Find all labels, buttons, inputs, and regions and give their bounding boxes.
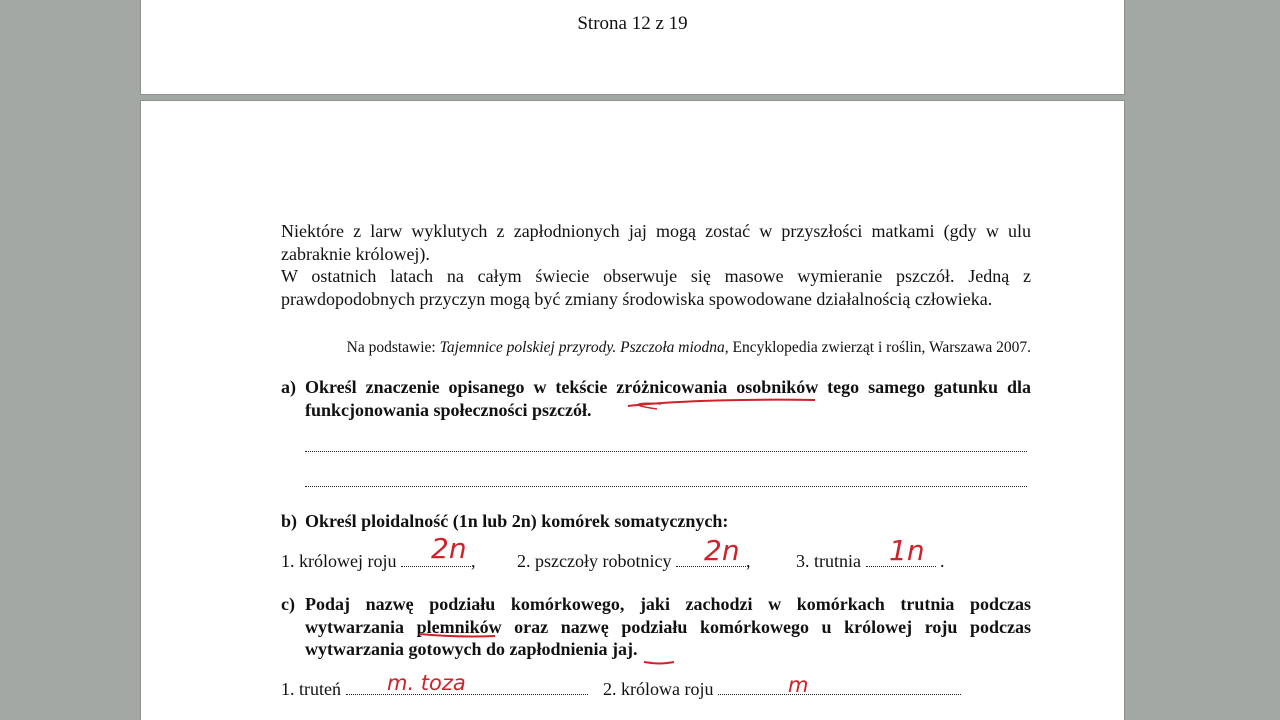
answer-queen[interactable]: 1. królowej roju , xyxy=(281,551,476,571)
handwritten-answer-drone-division: m. toza xyxy=(387,671,466,695)
handwritten-answer-queen: 2n xyxy=(431,532,467,565)
previous-page xyxy=(141,0,1124,94)
answer-line-2[interactable] xyxy=(305,486,1027,487)
answer-queen-division[interactable]: 2. królowa roju xyxy=(603,679,961,700)
answer-worker[interactable]: 2. pszczoły robotnicy , xyxy=(517,551,751,571)
task-b-text: Określ ploidalność (1n lub 2n) komórek somatycznych: xyxy=(305,511,729,531)
handwritten-answer-worker: 2n xyxy=(704,534,740,567)
paragraph-bee-decline: W ostatnich latach na całym świecie obserwuje się masowe wymieranie pszczół. Jedną z prawdopodobnych przyczyn mogą być zmiany środowiska spowodowane działalnością człowieka. xyxy=(281,266,1031,309)
handwritten-answer-queen-division: m xyxy=(788,673,809,697)
task-a-letter: a) xyxy=(281,377,296,397)
source-prefix: Na podstawie: xyxy=(346,339,440,356)
task-a-text: Określ znaczenie opisanego w tekście zróżnicowania osobników tego samego gatunku dla funkcjonowania społeczności pszczół. xyxy=(305,377,1031,420)
task-c-text: Podaj nazwę podziału komórkowego, jaki zachodzi w komórkach trutnia podczas wytwarzania plemników oraz nazwę podziału komórkowego u królowej roju podczas wytwarzania gotowych do zapłodnienia jaj. xyxy=(305,594,1031,659)
source-title: Tajemnice polskiej przyrody. Pszczoła miodna xyxy=(439,339,725,356)
paragraph-larvae: Niektóre z larw wyklutych z zapłodnionych jaj mogą zostać w przyszłości matkami (gdy w ulu zabraknie królowej). xyxy=(281,221,1031,264)
underline-eggs xyxy=(644,662,674,664)
handwritten-answer-drone: 1n xyxy=(889,534,925,567)
page-number-footer: Strona 12 z 19 xyxy=(577,13,688,34)
task-c xyxy=(281,593,1031,661)
task-b-letter: b) xyxy=(281,511,298,531)
task-b xyxy=(281,510,1031,533)
task-a xyxy=(281,376,1031,421)
answer-drone-division[interactable]: 1. truteń xyxy=(281,679,588,700)
source-suffix: , Encyklopedia zwierząt i roślin, Warszawa 2007. xyxy=(724,339,1031,356)
task-c-letter: c) xyxy=(281,594,295,614)
current-page xyxy=(141,101,1124,720)
source-citation xyxy=(296,339,1031,357)
answer-drone[interactable]: 3. trutnia . xyxy=(796,551,945,571)
answer-line-1[interactable] xyxy=(305,451,1027,452)
